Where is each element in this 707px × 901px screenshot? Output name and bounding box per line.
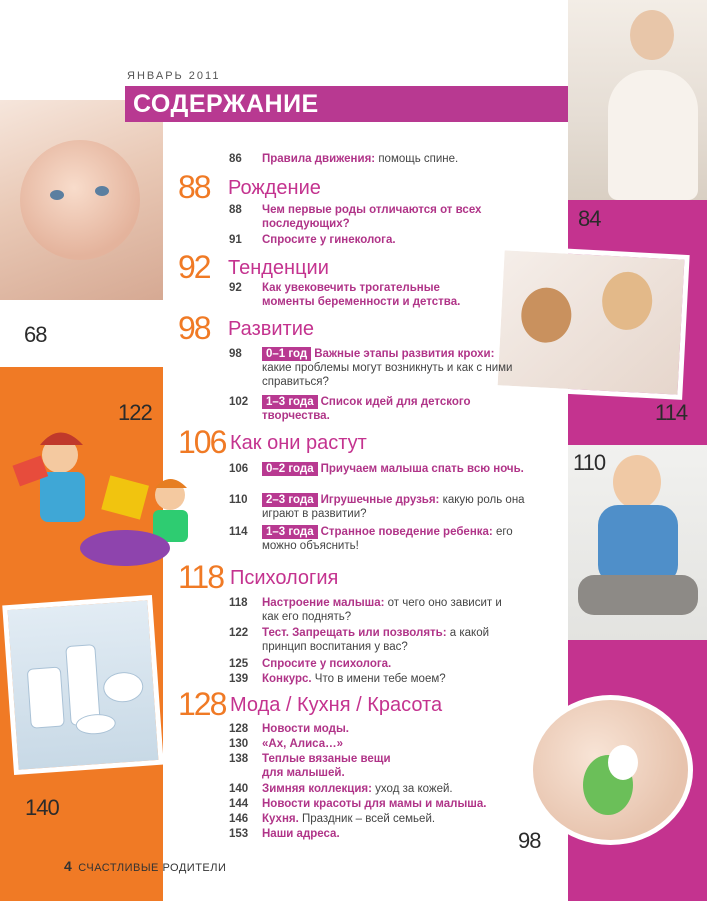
baby-photo (0, 100, 163, 300)
issue-date: ЯНВАРЬ 2011 (127, 70, 221, 82)
cartoon-illustration (5, 420, 195, 570)
magazine-name: СЧАСТЛИВЫЕ РОДИТЕЛИ (78, 862, 227, 874)
photo-page-number: 68 (24, 322, 47, 347)
photo-page-number: 110 (573, 450, 606, 475)
photo-page-number: 84 (578, 206, 601, 231)
photo-page-number: 122 (118, 400, 152, 425)
folio: 4 (64, 858, 73, 874)
title-bar (125, 86, 568, 122)
mother-child-photo (492, 245, 689, 400)
page-title: СОДЕРЖАНИЕ (133, 90, 319, 118)
cosmetics-photo (2, 595, 163, 775)
pregnant-woman-photo (568, 0, 707, 200)
photo-page-number: 140 (25, 795, 59, 820)
photo-page-number: 98 (518, 828, 541, 853)
infant-with-toy-photo (528, 695, 693, 845)
page-footer (64, 858, 226, 874)
photo-page-number: 114 (655, 400, 688, 425)
